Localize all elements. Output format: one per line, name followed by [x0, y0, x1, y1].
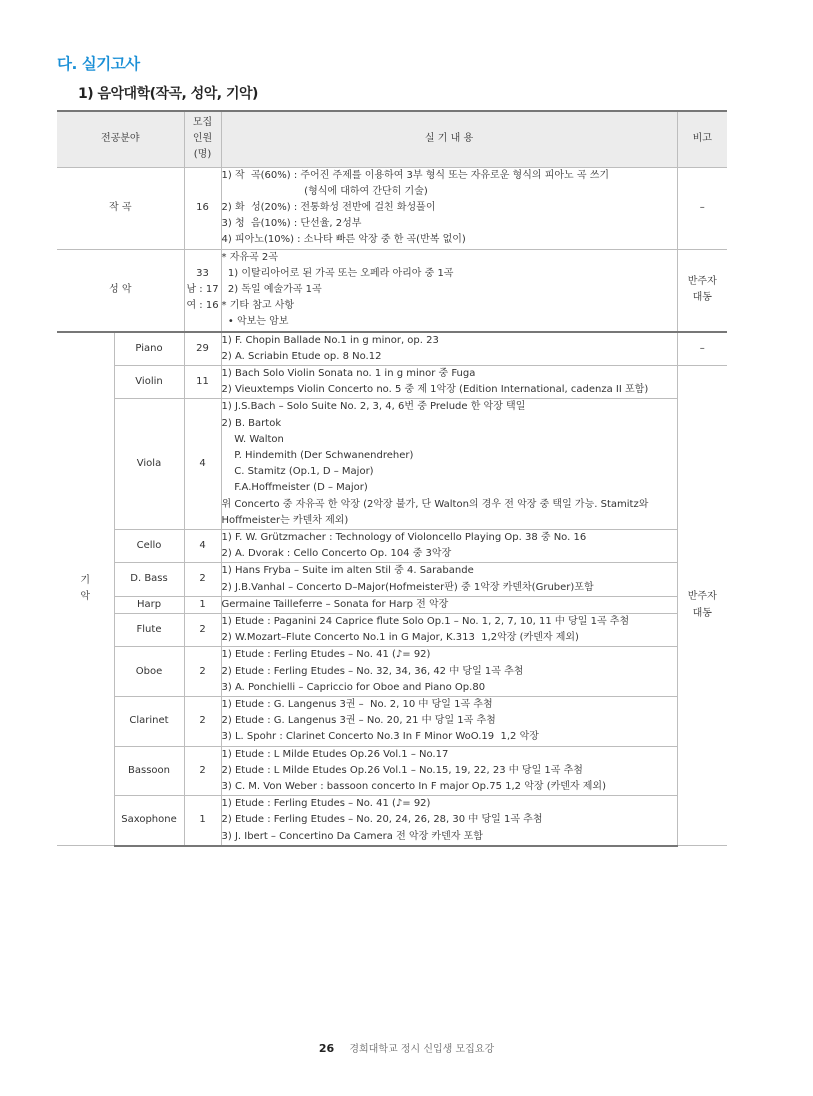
instrument-count: 11 — [184, 365, 221, 398]
table-row-instrument — [57, 746, 727, 796]
instrument-name: Piano — [114, 332, 184, 366]
instrument-name: Clarinet — [114, 697, 184, 747]
table-row-instrument — [57, 596, 727, 613]
instrument-content — [221, 332, 677, 366]
content-line: * 자유곡 2곡 — [221, 251, 278, 263]
instrument-count: 29 — [184, 332, 221, 366]
content-line: 2) 화 성(20%) : 전통화성 전반에 걸친 화성풀이 — [221, 201, 436, 213]
content-line: 4) 피아노(10%) : 소나타 빠른 악장 중 한 곡(반복 없이) — [221, 234, 466, 246]
content-line: • 악보는 암보 — [221, 316, 289, 328]
content-line: * 기타 참고 사항 — [221, 300, 295, 312]
instrument-content — [221, 796, 677, 846]
instrument-count: 1 — [184, 596, 221, 613]
table-row-vocal — [57, 249, 727, 332]
content-line: 2) A. Scriabin Etude op. 8 No.12 — [221, 350, 382, 362]
header-field: 전공분야 — [57, 111, 184, 167]
content-line: P. Hindemith (Der Schwanendreher) — [221, 449, 414, 461]
instrument-content — [221, 647, 677, 697]
content-line: 1) 이탈리아어로 된 가곡 또는 오페라 아리아 중 1곡 — [221, 267, 454, 279]
content-line: W. Walton — [221, 433, 284, 445]
header-content: 실 기 내 용 — [221, 111, 677, 167]
instrument-name: D. Bass — [114, 563, 184, 596]
content-line: 1) 작 곡(60%) : 주어진 주제를 이용하여 3부 형식 또는 자유로운 형식의 피아노 곡 쓰기 — [221, 169, 610, 181]
content-line: 3) J. Ibert – Concertino Da Camera 전 악장 카덴자 포함 — [221, 830, 483, 842]
instrument-content — [221, 399, 677, 530]
content-line: 2) Etude : Ferling Etudes – No. 20, 24, 26, 28, 30 中 당일 1곡 추첨 — [221, 814, 543, 826]
instrument-name: Viola — [114, 399, 184, 530]
instrument-name: Saxophone — [114, 796, 184, 846]
content-line: 1) J.S.Bach – Solo Suite No. 2, 3, 4, 6번 중 Prelude 한 악장 택일 — [221, 401, 526, 413]
table-row-instrument — [57, 563, 727, 596]
content-line: C. Stamitz (Op.1, D – Major) — [221, 466, 374, 478]
instrument-content — [221, 596, 677, 613]
count-vocal: 33 남 : 17 여 : 16 — [184, 249, 221, 332]
instrument-name: Bassoon — [114, 746, 184, 796]
content-line: Germaine Tailleferre – Sonata for Harp 전 악장 — [221, 598, 449, 610]
table-row-instrument — [57, 697, 727, 747]
content-line: 2) Vieuxtemps Violin Concerto no. 5 중 제 1악장 (Edition International, cadenza II 포함) — [221, 384, 649, 396]
table-row-instrument — [57, 647, 727, 697]
field-instrumental: 기 악 — [57, 332, 114, 846]
content-composition — [221, 167, 677, 249]
content-line: 1) Etude : L Milde Etudes Op.26 Vol.1 – No.17 — [221, 748, 449, 760]
instrument-count: 1 — [184, 796, 221, 846]
content-line: 2) Etude : Ferling Etudes – No. 32, 34, 36, 42 中 당일 1곡 추첨 — [221, 665, 524, 677]
instrument-content — [221, 697, 677, 747]
instrument-name: Harp — [114, 596, 184, 613]
note-composition: – — [677, 167, 727, 249]
instrument-count: 2 — [184, 613, 221, 646]
instrument-count: 2 — [184, 746, 221, 796]
instrument-name: Oboe — [114, 647, 184, 697]
instrument-count: 2 — [184, 647, 221, 697]
instrument-name: Flute — [114, 613, 184, 646]
instrument-content — [221, 365, 677, 398]
content-line: 3) 청 음(10%) : 단선율, 2성부 — [221, 218, 362, 230]
table-row-instrument — [57, 365, 727, 398]
field-composition: 작 곡 — [57, 167, 184, 249]
page-footer — [0, 1040, 813, 1055]
note-instrumental: 반주자 대동 — [677, 365, 727, 845]
content-line: 2) B. Bartok — [221, 417, 282, 429]
content-line: 위 Concerto 중 자유곡 한 악장 (2악장 불가, 단 Walton의 경우 전 악장 중 택일 가능. Stamitz와 Hoffmeister는 카덴차 제외) — [221, 498, 649, 526]
content-line: 2) Etude : G. Langenus 3권 – No. 20, 21 中 당일 1곡 추첨 — [221, 715, 496, 727]
note-vocal: 반주자 대동 — [677, 249, 727, 332]
content-line: 1) Etude : Ferling Etudes – No. 41 (♪= 92) — [221, 798, 431, 810]
instrument-content — [221, 529, 677, 562]
table-row-composition — [57, 167, 727, 249]
content-line: 1) F. W. Grützmacher : Technology of Violoncello Playing Op. 38 중 No. 16 — [221, 531, 587, 543]
header-note: 비고 — [677, 111, 727, 167]
table-header-row — [57, 111, 727, 167]
field-vocal: 성 악 — [57, 249, 184, 332]
instrument-name: Cello — [114, 529, 184, 562]
instrument-content — [221, 563, 677, 596]
content-line: 3) L. Spohr : Clarinet Concerto No.3 In F Minor WoO.19 1,2 악장 — [221, 731, 539, 743]
instrument-name: Violin — [114, 365, 184, 398]
instrument-count: 4 — [184, 529, 221, 562]
instrument-count: 4 — [184, 399, 221, 530]
page-number: 26 — [318, 1042, 335, 1055]
content-line: 1) Etude : G. Langenus 3권 – No. 2, 10 中 당일 1곡 추첨 — [221, 699, 493, 710]
instrument-content — [221, 613, 677, 646]
content-line: 1) Etude : Paganini 24 Caprice flute Solo Op.1 – No. 1, 2, 7, 10, 11 中 당일 1곡 추첨 — [221, 615, 630, 627]
note-piano: – — [677, 332, 727, 366]
content-line: 2) Etude : L Milde Etudes Op.26 Vol.1 – No.15, 19, 22, 23 中 당일 1곡 추첨 — [221, 764, 583, 776]
instrument-count: 2 — [184, 563, 221, 596]
content-line: 1) Hans Fryba – Suite im alten Stil 중 4. Sarabande — [221, 565, 474, 577]
section-title: 다. 실기고사 — [57, 55, 140, 73]
instrument-content — [221, 746, 677, 796]
document-title: 경희대학교 정시 신입생 모집요강 — [349, 1044, 495, 1055]
content-line: 2) W.Mozart–Flute Concerto No.1 in G Major, K.313 1,2악장 (카덴자 제외) — [221, 632, 579, 644]
content-line: 2) J.B.Vanhal – Concerto D–Major(Hofmeister판) 중 1악장 카덴차(Gruber)포함 — [221, 581, 594, 593]
content-line: F.A.Hoffmeister (D – Major) — [221, 482, 368, 494]
content-line: 1) Bach Solo Violin Sonata no. 1 in g minor 중 Fuga — [221, 367, 476, 379]
table-row-instrument — [57, 613, 727, 646]
count-composition: 16 — [184, 167, 221, 249]
instrument-count: 2 — [184, 697, 221, 747]
subsection-title: 1) 음악대학(작곡, 성악, 기악) — [78, 86, 258, 102]
content-line: 3) C. M. Von Weber : bassoon concerto In F major Op.75 1,2 악장 (카덴자 제외) — [221, 781, 606, 793]
content-line: 1) Etude : Ferling Etudes – No. 41 (♪= 92) — [221, 649, 431, 661]
content-line: 2) 독일 예술가곡 1곡 — [221, 283, 322, 295]
table-row-instrument — [57, 332, 727, 366]
content-vocal — [221, 249, 677, 332]
content-line: 3) A. Ponchielli – Capriccio for Oboe and Piano Op.80 — [221, 681, 486, 693]
content-line: 2) A. Dvorak : Cello Concerto Op. 104 중 3악장 — [221, 548, 452, 560]
audition-table — [57, 110, 727, 847]
table-row-instrument — [57, 529, 727, 562]
header-count: 모집 인원 (명) — [184, 111, 221, 167]
table-row-instrument — [57, 796, 727, 846]
content-line: 1) F. Chopin Ballade No.1 in g minor, op. 23 — [221, 334, 439, 346]
table-row-instrument — [57, 399, 727, 530]
content-line: (형식에 대하여 간단히 기술) — [221, 185, 428, 197]
